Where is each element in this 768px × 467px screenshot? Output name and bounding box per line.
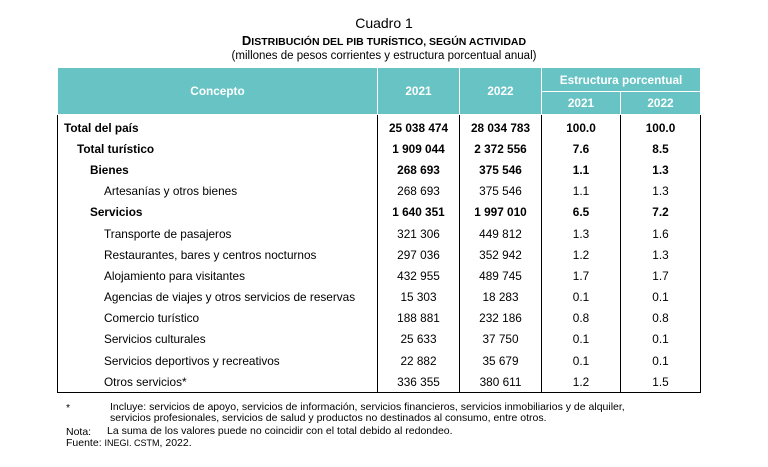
row-concept: Artesanías y otros bienes	[58, 181, 378, 202]
table-row	[58, 265, 701, 286]
row-value-2022: 35 679	[460, 350, 542, 371]
table-row	[58, 115, 701, 139]
row-concept: Restaurantes, bares y centros nocturnos	[58, 244, 378, 265]
row-pct-2022: 100.0	[621, 115, 701, 139]
row-concept: Total del país	[58, 115, 378, 139]
row-pct-2022: 1.3	[621, 181, 701, 202]
table-row	[58, 138, 701, 159]
header-concept: Concepto	[58, 68, 378, 115]
row-value-2022: 1 997 010	[460, 202, 542, 223]
row-value-2022: 18 283	[460, 287, 542, 308]
source-year: , 2022.	[159, 437, 192, 449]
source-label: Fuente:	[66, 437, 105, 449]
row-value-2021: 432 955	[378, 265, 460, 286]
caption-number: Cuadro 1	[355, 15, 413, 31]
row-value-2021: 22 882	[378, 350, 460, 371]
row-concept: Alojamiento para visitantes	[58, 265, 378, 286]
table-row	[58, 159, 701, 180]
table-title	[0, 33, 768, 48]
row-value-2021: 297 036	[378, 244, 460, 265]
row-pct-2022: 1.6	[621, 223, 701, 244]
header-structure-2021: 2021	[542, 92, 621, 115]
row-value-2021: 25 633	[378, 329, 460, 350]
row-value-2022: 232 186	[460, 308, 542, 329]
row-value-2022: 37 750	[460, 329, 542, 350]
table-row	[58, 181, 701, 202]
table-body	[58, 115, 701, 393]
row-pct-2021: 0.8	[542, 308, 621, 329]
source-org: INEGI. CSTM	[104, 438, 160, 448]
row-concept: Bienes	[58, 159, 378, 180]
row-pct-2021: 7.6	[542, 138, 621, 159]
footnote-asterisk-text	[110, 402, 690, 425]
row-pct-2021: 6.5	[542, 202, 621, 223]
row-pct-2021: 1.2	[542, 371, 621, 393]
row-concept: Agencias de viajes y otros servicios de reservas	[58, 287, 378, 308]
row-value-2021: 1 640 351	[378, 202, 460, 223]
row-value-2022: 375 546	[460, 181, 542, 202]
row-value-2022: 2 372 556	[460, 138, 542, 159]
table-row	[58, 329, 701, 350]
row-value-2022: 375 546	[460, 159, 542, 180]
row-value-2021: 25 038 474	[378, 115, 460, 139]
row-value-2022: 489 745	[460, 265, 542, 286]
table-row	[58, 287, 701, 308]
row-value-2021: 1 909 044	[378, 138, 460, 159]
table-header	[58, 68, 701, 115]
row-pct-2022: 1.3	[621, 244, 701, 265]
row-pct-2021: 1.2	[542, 244, 621, 265]
row-pct-2021: 0.1	[542, 329, 621, 350]
row-pct-2021: 0.1	[542, 350, 621, 371]
table-row	[58, 244, 701, 265]
row-concept: Comercio turístico	[58, 308, 378, 329]
table-row	[58, 223, 701, 244]
row-pct-2022: 1.5	[621, 371, 701, 393]
row-pct-2022: 1.7	[621, 265, 701, 286]
row-pct-2022: 0.1	[621, 329, 701, 350]
row-pct-2022: 8.5	[621, 138, 701, 159]
pib-table	[57, 67, 701, 393]
header-year-2021: 2021	[378, 68, 460, 115]
table-row	[58, 350, 701, 371]
header-structure: Estructura porcentual	[542, 68, 701, 92]
note-text: La suma de los valores puede no coincidir con el total debido al redondeo.	[107, 425, 453, 437]
row-value-2022: 352 942	[460, 244, 542, 265]
row-pct-2022: 0.1	[621, 287, 701, 308]
row-pct-2021: 1.1	[542, 181, 621, 202]
note-label: Nota:	[66, 426, 92, 438]
row-value-2022: 380 611	[460, 371, 542, 393]
row-concept: Servicios culturales	[58, 329, 378, 350]
row-value-2022: 449 812	[460, 223, 542, 244]
table-subtitle: (millones de pesos corrientes y estructura porcentual anual)	[231, 50, 537, 62]
footnote-line: Incluye: servicios de apoyo, servicios de información, servicios financieros, servicios inmobiliarios y de alquiler,	[110, 401, 625, 413]
row-pct-2021: 0.1	[542, 287, 621, 308]
row-concept: Servicios	[58, 202, 378, 223]
table-row	[58, 308, 701, 329]
row-pct-2021: 1.1	[542, 159, 621, 180]
row-value-2021: 321 306	[378, 223, 460, 244]
source-line	[66, 438, 192, 449]
title-initial: D	[241, 33, 252, 48]
row-value-2021: 268 693	[378, 159, 460, 180]
row-value-2021: 268 693	[378, 181, 460, 202]
header-year-2022: 2022	[460, 68, 542, 115]
footnote-asterisk: *	[66, 402, 71, 414]
row-pct-2022: 0.8	[621, 308, 701, 329]
table-row	[58, 371, 701, 393]
row-pct-2022: 0.1	[621, 350, 701, 371]
row-pct-2022: 1.3	[621, 159, 701, 180]
row-value-2021: 188 881	[378, 308, 460, 329]
row-value-2022: 28 034 783	[460, 115, 542, 139]
row-pct-2021: 1.7	[542, 265, 621, 286]
header-structure-2022: 2022	[621, 92, 701, 115]
title-part: ISTRIBUCIÓN DEL	[251, 36, 347, 48]
title-rest: TURÍSTICO, SEGÚN ACTIVIDAD	[363, 36, 527, 48]
row-concept: Total turístico	[58, 138, 378, 159]
row-pct-2021: 100.0	[542, 115, 621, 139]
row-concept: Otros servicios*	[58, 371, 378, 393]
row-value-2021: 336 355	[378, 371, 460, 393]
row-concept: Servicios deportivos y recreativos	[58, 350, 378, 371]
footnote-line: servicios profesionales, servicios de salud y productos no destinados al consumo, entre otros.	[110, 412, 547, 425]
title-abbr: PIB	[346, 36, 364, 48]
row-pct-2021: 1.3	[542, 223, 621, 244]
row-value-2021: 15 303	[378, 287, 460, 308]
row-pct-2022: 7.2	[621, 202, 701, 223]
table-row	[58, 202, 701, 223]
row-concept: Transporte de pasajeros	[58, 223, 378, 244]
